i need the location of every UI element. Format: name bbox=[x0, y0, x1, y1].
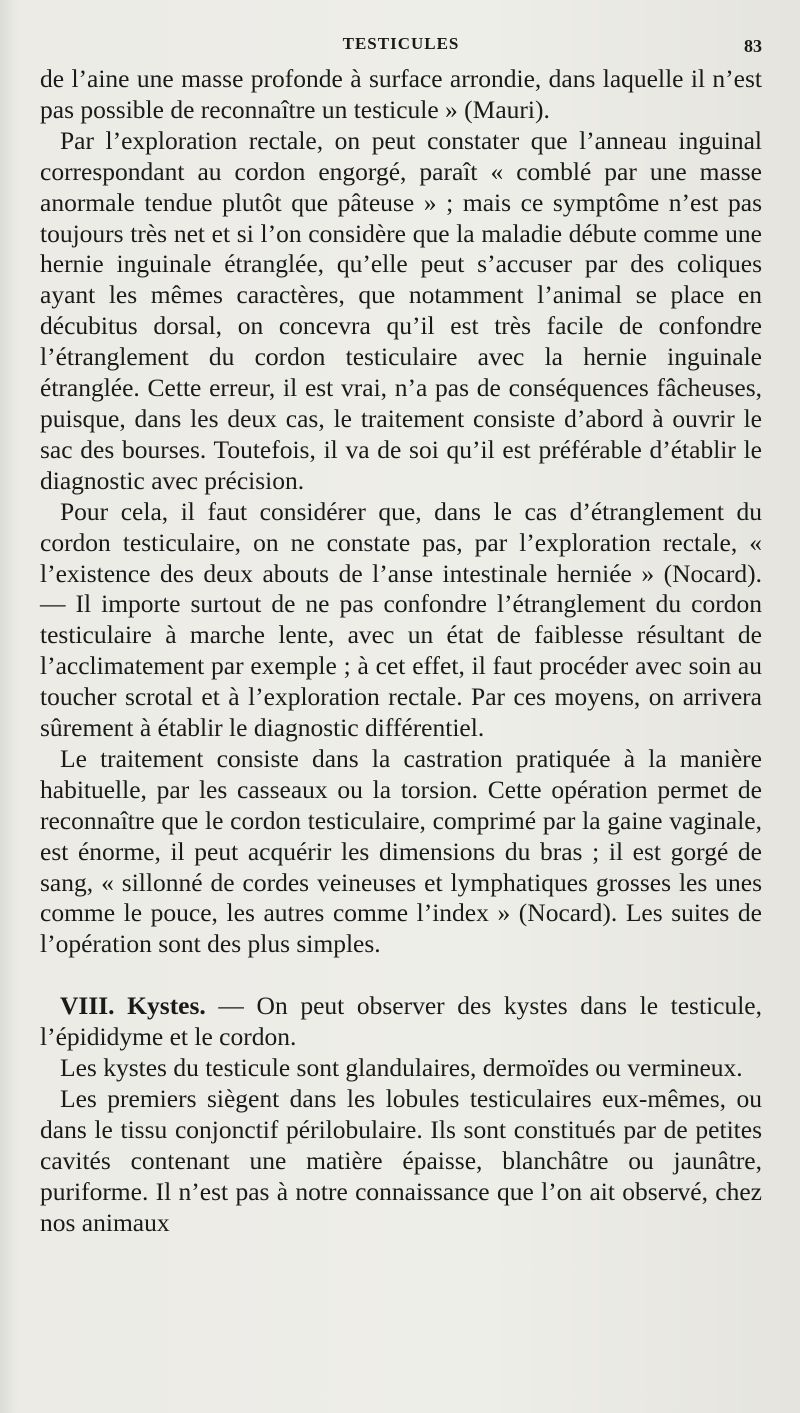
section-gap bbox=[40, 960, 762, 991]
running-head bbox=[40, 30, 762, 64]
running-head-title: TESTICULES bbox=[342, 34, 460, 53]
paragraph-kystes-types: Les kystes du testicule sont glandulaires, dermoïdes ou vermineux. bbox=[60, 1053, 743, 1083]
paragraph-traitement: Le traitement consiste dans la castration pratiquée à la manière habituelle, par les casseaux ou la torsion. Cette opération permet de reconnaître que le cordon testiculaire, comprimé par la gaine vaginale, est énorme, il peut acquérir les dimensions du bras ; il est gorgé de sang, « sillonné de cordes veineuses et lymphatiques grosses les unes comme le pouce, les autres comme l’index » (Nocard). Les suites de l’opération sont des plus simples. bbox=[40, 743, 762, 959]
section-intro-text: — On peut observer des kystes dans le testicule, l’épididyme et le cordon. bbox=[40, 991, 762, 1052]
paragraph-kystes-glandulaires: Les premiers siègent dans les lobules testiculaires eux-mêmes, ou dans le tissu conjonctif périlobulaire. Ils sont constitués par de petites cavités contenant une matière épaisse, blanchâtre ou jaunâtre, puriforme. Il n’est pas à notre connaissance que l’on ait observé, chez nos animaux bbox=[40, 1084, 762, 1237]
section-heading: VIII. Kystes. bbox=[60, 991, 206, 1021]
paragraph-diagnostic: Pour cela, il faut considérer que, dans le cas d’étranglement du cordon testiculaire, on ne constate pas, par l’exploration rectale, « l’existence des deux abouts de l’anse intestinale herniée » (Nocard). — Il importe surtout de ne pas confondre l’étranglement du cordon testiculaire à marche lente, avec un état de faiblesse résultant de l’acclimatement par exemple ; à cet effet, il faut procéder avec soin au toucher scrotal et à l’exploration rectale. Par ces moyens, on arrivera sûrement à établir le diagnostic différentiel. bbox=[40, 496, 762, 743]
section-kystes-intro bbox=[40, 991, 762, 1053]
body-text bbox=[40, 64, 762, 1239]
paragraph-continuation: de l’aine une masse profonde à surface arrondie, dans laquelle il n’est pas possible de reconnaître un testicule » (Mauri). bbox=[40, 64, 762, 124]
page-number: 83 bbox=[744, 36, 762, 56]
paragraph-exploration-rectale: Par l’exploration rectale, on peut constater que l’anneau inguinal correspondant au cordon engorgé, paraît « comblé par une masse anormale tendue plutôt que pâteuse » ; mais ce symptôme n’est pas toujours très net et si l’on considère que la maladie débute comme une hernie inguinale étranglée, qu’elle peut s’accuser par des coliques ayant les mêmes caractères, que notamment l’animal se place en décubitus dorsal, on concevra qu’il est très facile de confondre l’étranglement du cordon testiculaire avec la hernie inguinale étranglée. Cette erreur, il est vrai, n’a pas de conséquences fâcheuses, puisque, dans les deux cas, le traitement consiste d’abord à ouvrir le sac des bourses. Toutefois, il va de soi qu’il est préférable d’établir le diagnostic avec précision. bbox=[40, 125, 762, 495]
